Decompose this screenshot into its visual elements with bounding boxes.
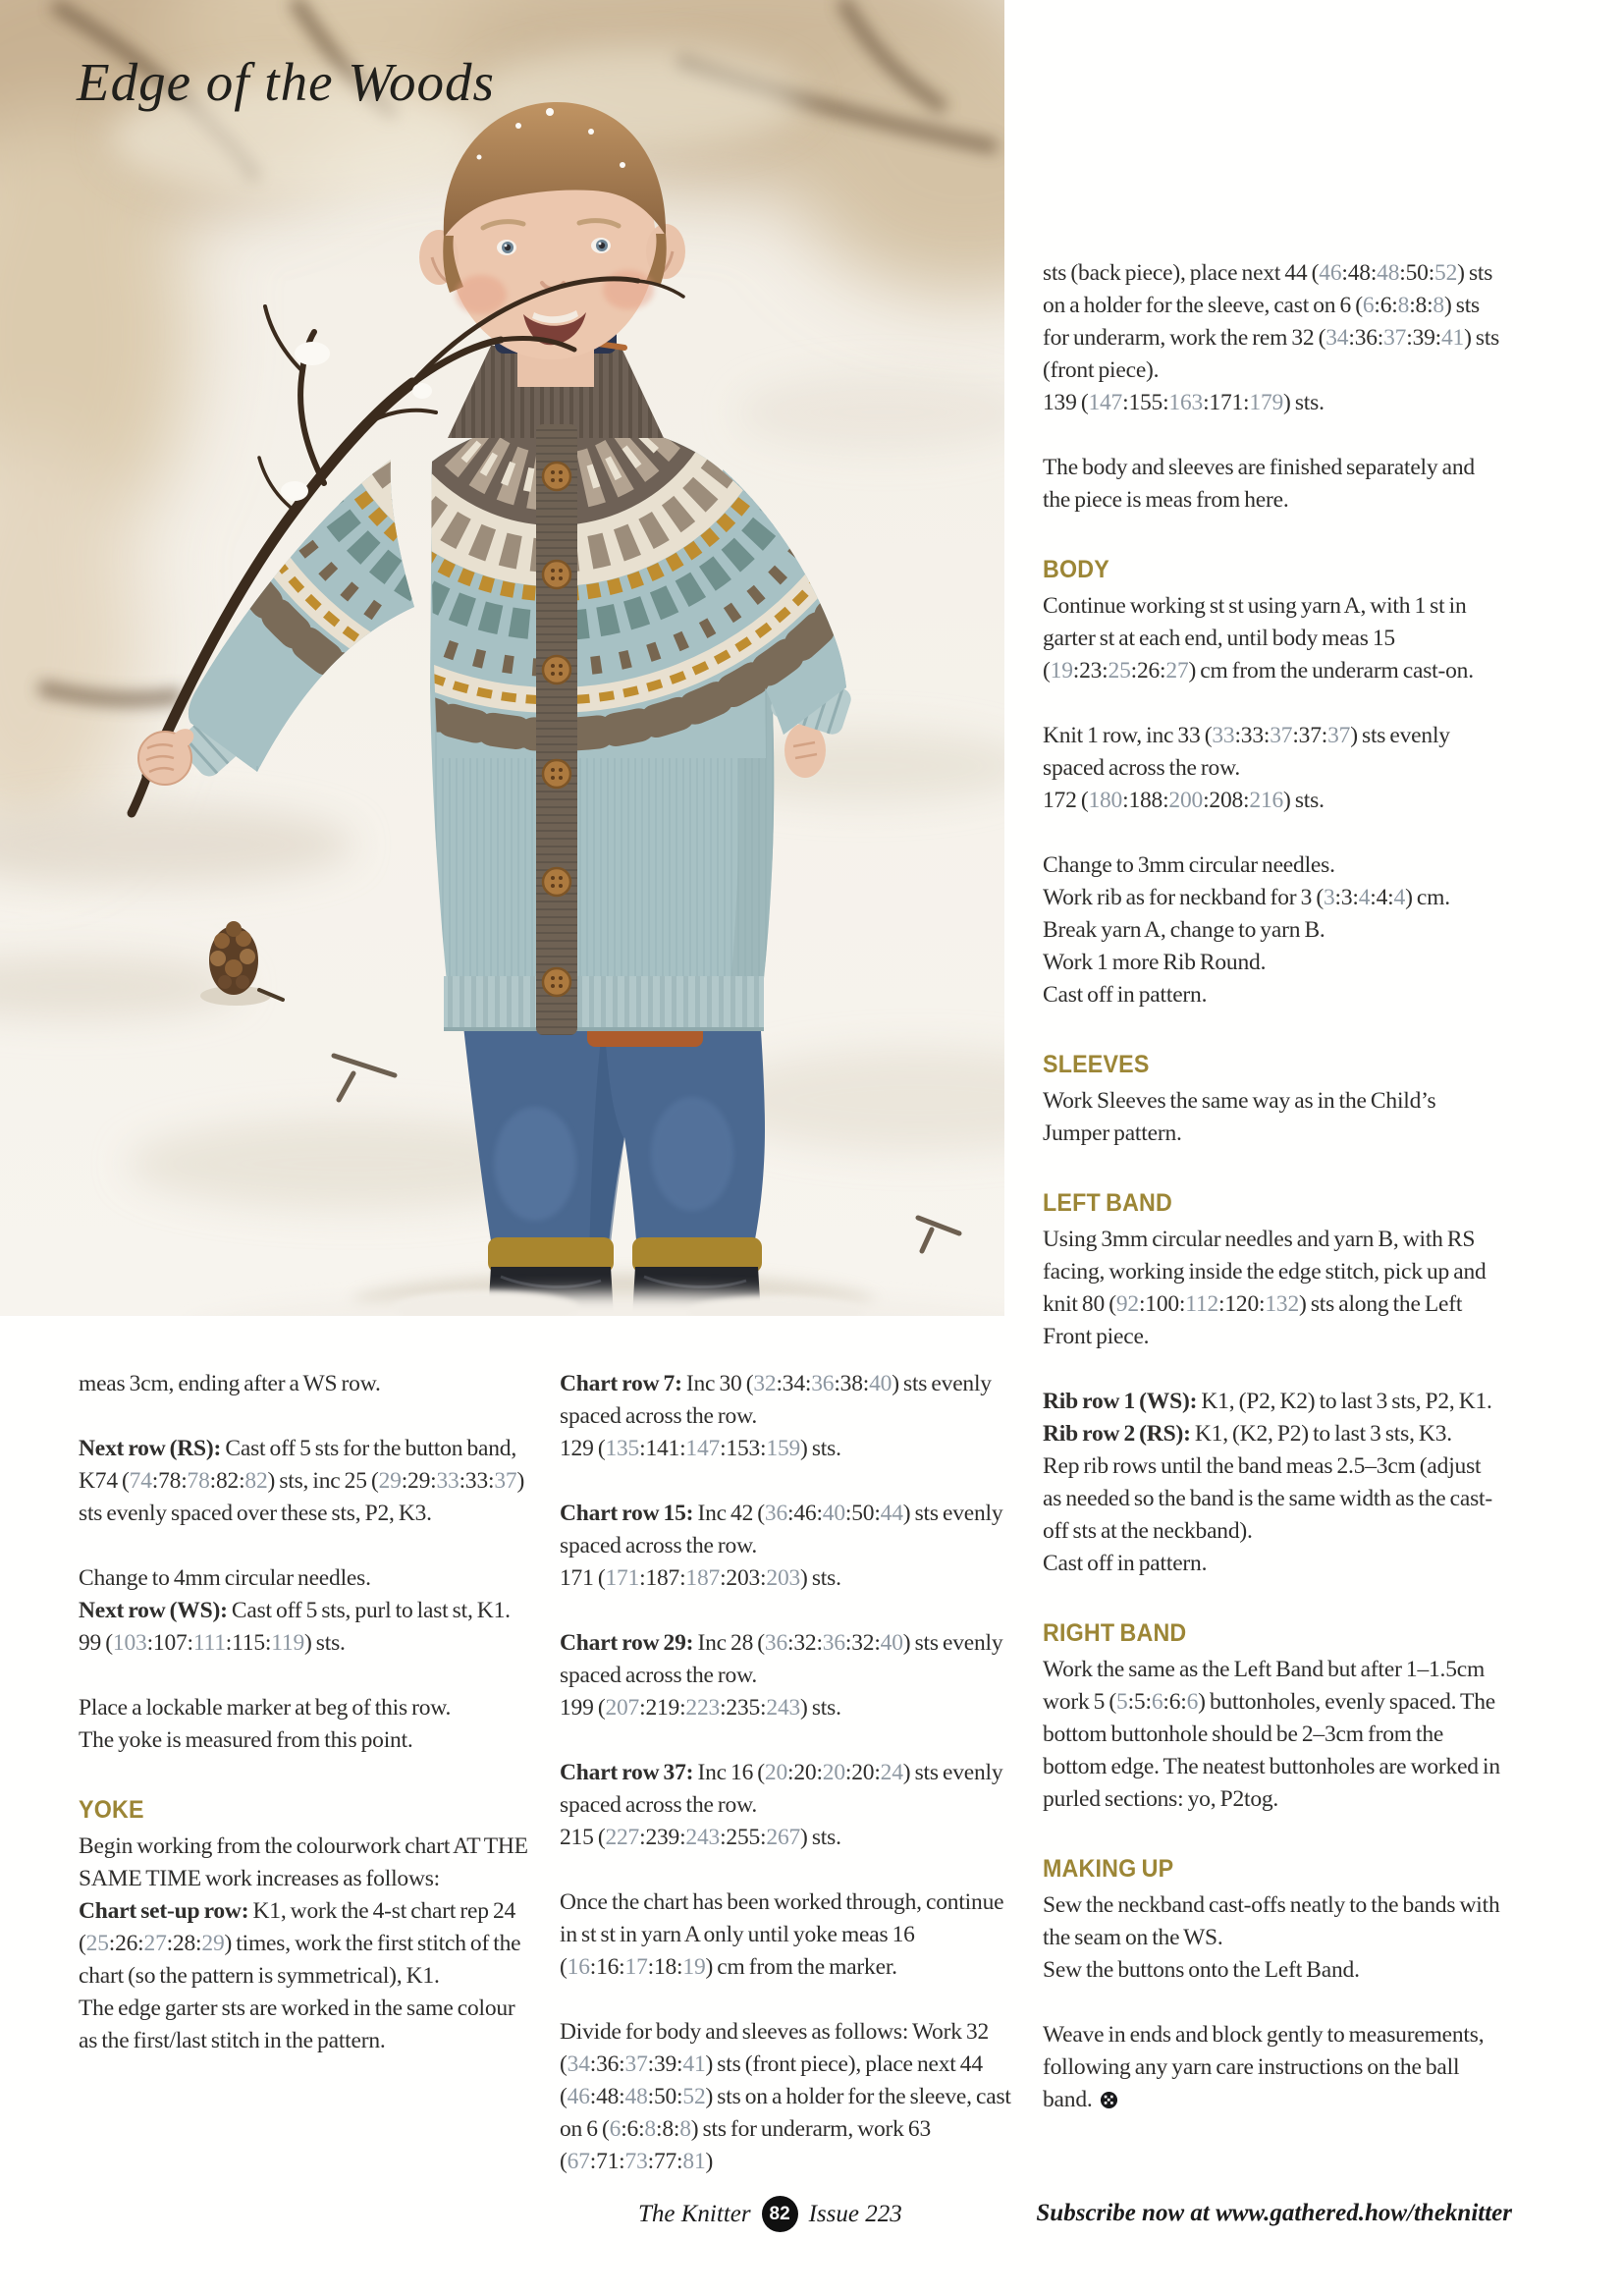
inline-bold-label: Next row (RS): bbox=[79, 1436, 226, 1461]
text-run: :188: bbox=[1122, 788, 1169, 813]
size-alt-number: 37 bbox=[1327, 723, 1351, 748]
inline-bold-label: Chart row 37: bbox=[560, 1760, 698, 1785]
size-alt-number: 103 bbox=[112, 1630, 147, 1656]
text-run: :29: bbox=[401, 1468, 437, 1494]
text-run: :39: bbox=[647, 2051, 683, 2077]
paragraph bbox=[560, 1886, 1019, 1984]
text-run: 129 ( bbox=[560, 1436, 606, 1461]
text-run: 171 ( bbox=[560, 1565, 606, 1591]
size-alt-number: 44 bbox=[880, 1501, 903, 1526]
text-run: :50: bbox=[647, 2084, 683, 2109]
text-run: :235: bbox=[720, 1695, 767, 1721]
magazine-name: The Knitter bbox=[638, 2200, 751, 2227]
size-alt-number: 111 bbox=[192, 1630, 226, 1656]
size-alt-number: 52 bbox=[682, 2084, 706, 2109]
size-alt-number: 159 bbox=[766, 1436, 801, 1461]
text-run: Knit 1 row, inc 33 ( bbox=[1043, 723, 1213, 748]
size-alt-number: 203 bbox=[766, 1565, 801, 1591]
text-run: The edge garter sts are worked in the same colour as the first/last stitch in the pattern. bbox=[79, 1995, 515, 2053]
paragraph bbox=[79, 1433, 532, 1530]
paragraph bbox=[1043, 257, 1502, 387]
text-run: ) sts along the Left Front piece. bbox=[1043, 1291, 1463, 1349]
text-run: Change to 3mm circular needles. bbox=[1043, 852, 1335, 878]
paragraph bbox=[560, 1562, 1019, 1595]
text-run: :32: bbox=[787, 1630, 823, 1656]
size-alt-number: 36 bbox=[764, 1630, 788, 1656]
issue-label: Issue 223 bbox=[808, 2200, 902, 2227]
text-run: Weave in ends and block gently to measurements, following any yarn care instructions on the ball band. bbox=[1043, 2022, 1485, 2112]
size-alt-number: 227 bbox=[605, 1825, 640, 1850]
size-alt-number: 119 bbox=[271, 1630, 304, 1656]
text-run: Work rib as for neckband for 3 ( bbox=[1043, 885, 1324, 910]
text-run: :71: bbox=[589, 2149, 625, 2174]
paragraph bbox=[560, 1627, 1019, 1692]
size-alt-number: 81 bbox=[682, 2149, 706, 2174]
size-alt-number: 34 bbox=[567, 2051, 590, 2077]
text-run: :36: bbox=[1348, 325, 1384, 351]
size-alt-number: 243 bbox=[685, 1825, 721, 1850]
size-alt-number: 37 bbox=[1270, 723, 1293, 748]
paragraph bbox=[1043, 1450, 1502, 1548]
size-alt-number: 33 bbox=[436, 1468, 460, 1494]
text-run: :219: bbox=[639, 1695, 686, 1721]
text-run: Using 3mm circular needles and yarn B, with RS facing, working inside the edge stitch, pick up and knit 80 ( bbox=[1043, 1227, 1487, 1317]
size-alt-number: 147 bbox=[1088, 390, 1123, 415]
text-run: K1, work the 4-st chart rep 24 ( bbox=[79, 1898, 516, 1956]
text-run: ) cm from the underarm cast-on. bbox=[1188, 658, 1474, 683]
size-alt-number: 27 bbox=[1165, 658, 1189, 683]
size-alt-number: 19 bbox=[682, 1954, 706, 1980]
size-alt-number: 37 bbox=[494, 1468, 517, 1494]
paragraph bbox=[560, 1368, 1019, 1433]
text-run: :23: bbox=[1072, 658, 1108, 683]
size-alt-number: 46 bbox=[567, 2084, 590, 2109]
size-alt-number: 74 bbox=[129, 1468, 152, 1494]
text-run: ) sts evenly spaced across the row. bbox=[560, 1760, 1003, 1818]
text-run: 199 ( bbox=[560, 1695, 606, 1721]
paragraph bbox=[560, 1433, 1019, 1465]
text-run: K1, (K2, P2) to last 3 sts, K3. bbox=[1194, 1421, 1452, 1447]
text-run: :3: bbox=[1334, 885, 1359, 910]
paragraph bbox=[1043, 387, 1502, 419]
text-run: :6: bbox=[1374, 293, 1398, 318]
size-alt-number: 8 bbox=[1433, 293, 1444, 318]
inline-bold-label: Next row (WS): bbox=[79, 1598, 232, 1623]
text-run: :100: bbox=[1138, 1291, 1186, 1317]
paragraph bbox=[79, 1368, 532, 1400]
text-run: ) sts on a holder for the sleeve, cast on 6 ( bbox=[560, 2084, 1011, 2142]
text-run: ) sts on a holder for the sleeve, cast on 6 ( bbox=[1043, 260, 1493, 318]
text-run: Change to 4mm circular needles. bbox=[79, 1565, 371, 1591]
text-run: ) cm from the marker. bbox=[705, 1954, 897, 1980]
text-run: ) sts, inc 25 ( bbox=[267, 1468, 379, 1494]
text-run: :8: bbox=[1409, 293, 1433, 318]
text-run: :34: bbox=[776, 1371, 812, 1396]
text-run: 215 ( bbox=[560, 1825, 606, 1850]
size-alt-number: 6 bbox=[1151, 1689, 1163, 1715]
size-alt-number: 25 bbox=[1108, 658, 1131, 683]
size-alt-number: 216 bbox=[1249, 788, 1284, 813]
text-run: ) sts evenly spaced across the row. bbox=[560, 1501, 1003, 1558]
text-run: :50: bbox=[1399, 260, 1435, 286]
text-run: The yoke is measured from this point. bbox=[79, 1727, 413, 1753]
paragraph bbox=[1043, 914, 1502, 947]
text-run: ) sts. bbox=[1283, 788, 1325, 813]
cardigan-hem bbox=[444, 976, 764, 1029]
paragraph bbox=[560, 1692, 1019, 1724]
size-alt-number: 171 bbox=[605, 1565, 640, 1591]
text-run: :36: bbox=[589, 2051, 625, 2077]
size-alt-number: 4 bbox=[1393, 885, 1406, 910]
inline-bold-label: Chart row 15: bbox=[560, 1501, 698, 1526]
text-run: :4: bbox=[1370, 885, 1394, 910]
paragraph bbox=[1043, 452, 1502, 517]
paragraph bbox=[1043, 947, 1502, 979]
size-alt-number: 37 bbox=[1383, 325, 1407, 351]
inline-bold-label: Chart set-up row: bbox=[79, 1898, 253, 1924]
text-run: :203: bbox=[720, 1565, 767, 1591]
hero-photo-illustration bbox=[0, 0, 1004, 1316]
text-run: :255: bbox=[720, 1825, 767, 1850]
section-heading: SLEEVES bbox=[1043, 1051, 1150, 1078]
text-run: ) sts (front piece). bbox=[1043, 325, 1500, 383]
size-alt-number: 8 bbox=[679, 2116, 691, 2142]
text-run: :78: bbox=[151, 1468, 188, 1494]
text-run: Rep rib rows until the band meas 2.5–3cm (adjust as needed so the band is the same width as the cast-off sts at the neckband). bbox=[1043, 1453, 1492, 1544]
text-run: :32: bbox=[844, 1630, 881, 1656]
text-run: :33: bbox=[459, 1468, 495, 1494]
text-run: Sew the neckband cast-offs neatly to the bands with the seam on the WS. bbox=[1043, 1892, 1500, 1950]
text-run: :6: bbox=[621, 2116, 645, 2142]
paragraph bbox=[1043, 2019, 1502, 2116]
inline-bold-label: Chart row 7: bbox=[560, 1371, 686, 1396]
text-run: :48: bbox=[589, 2084, 625, 2109]
text-run: :187: bbox=[639, 1565, 686, 1591]
text-run: 99 ( bbox=[79, 1630, 113, 1656]
text-run: :39: bbox=[1406, 325, 1441, 351]
text-run: ) sts evenly spaced across the row. bbox=[560, 1630, 1003, 1688]
text-run: :115: bbox=[225, 1630, 272, 1656]
text-run: K1, (P2, K2) to last 3 sts, P2, K1. bbox=[1201, 1389, 1492, 1414]
size-alt-number: 5 bbox=[1116, 1689, 1128, 1715]
text-run: :33: bbox=[1234, 723, 1271, 748]
section-heading: LEFT BAND bbox=[1043, 1189, 1173, 1217]
text-run: ) sts. bbox=[800, 1825, 841, 1850]
size-alt-number: 207 bbox=[605, 1695, 640, 1721]
text-run: :82: bbox=[209, 1468, 245, 1494]
size-alt-number: 37 bbox=[624, 2051, 648, 2077]
text-run: ) sts. bbox=[1283, 390, 1325, 415]
size-alt-number: 19 bbox=[1050, 658, 1073, 683]
end-of-pattern-icon bbox=[1097, 2084, 1118, 2116]
text-run: ) sts. bbox=[800, 1565, 841, 1591]
text-run: Cast off in pattern. bbox=[1043, 982, 1208, 1008]
size-alt-number: 73 bbox=[624, 2149, 648, 2174]
text-run: Cast off 5 sts for the button band, K74 ( bbox=[79, 1436, 517, 1494]
paragraph bbox=[79, 1831, 532, 1895]
text-run: :20: bbox=[844, 1760, 881, 1785]
article-title: Edge of the Woods bbox=[77, 52, 495, 112]
text-run: :107: bbox=[146, 1630, 193, 1656]
paragraph bbox=[1043, 590, 1502, 687]
text-run: ) sts for underarm, work the rem 32 ( bbox=[1043, 293, 1481, 351]
section-heading: YOKE bbox=[79, 1796, 144, 1824]
size-alt-number: 27 bbox=[143, 1931, 167, 1956]
size-alt-number: 179 bbox=[1249, 390, 1284, 415]
size-alt-number: 163 bbox=[1168, 390, 1204, 415]
paragraph bbox=[79, 1562, 532, 1595]
text-run: Divide for body and sleeves as follows: Work 32 ( bbox=[560, 2019, 990, 2077]
text-run: :5: bbox=[1127, 1689, 1152, 1715]
size-alt-number: 267 bbox=[766, 1825, 801, 1850]
inline-bold-label: Rib row 1 (WS): bbox=[1043, 1389, 1202, 1414]
size-alt-number: 48 bbox=[624, 2084, 648, 2109]
size-alt-number: 67 bbox=[567, 2149, 590, 2174]
size-alt-number: 46 bbox=[1319, 260, 1342, 286]
paragraph bbox=[1043, 1889, 1502, 1954]
paragraph bbox=[560, 2016, 1019, 2178]
text-run: ) sts for underarm, work 63 ( bbox=[560, 2116, 932, 2174]
size-alt-number: 16 bbox=[567, 1954, 590, 1980]
inline-bold-label: Rib row 2 (RS): bbox=[1043, 1421, 1195, 1447]
paragraph bbox=[1043, 1654, 1502, 1816]
size-alt-number: 4 bbox=[1358, 885, 1371, 910]
size-alt-number: 78 bbox=[187, 1468, 210, 1494]
size-alt-number: 135 bbox=[605, 1436, 640, 1461]
size-alt-number: 20 bbox=[764, 1760, 788, 1785]
text-run: :46: bbox=[787, 1501, 823, 1526]
pattern-column-middle bbox=[560, 1368, 1019, 2178]
size-alt-number: 29 bbox=[378, 1468, 402, 1494]
inline-bold-label: Chart row 29: bbox=[560, 1630, 698, 1656]
paragraph bbox=[79, 1595, 532, 1627]
section-heading: MAKING UP bbox=[1043, 1855, 1174, 1883]
paragraph bbox=[1043, 849, 1502, 882]
text-run: sts (back piece), place next 44 ( bbox=[1043, 260, 1320, 286]
text-run: ) bbox=[705, 2149, 714, 2174]
paragraph bbox=[1043, 1418, 1502, 1450]
paragraph bbox=[1043, 1224, 1502, 1353]
size-alt-number: 223 bbox=[685, 1695, 721, 1721]
text-run: Inc 16 ( bbox=[697, 1760, 765, 1785]
size-alt-number: 17 bbox=[624, 1954, 648, 1980]
paragraph bbox=[79, 1993, 532, 2057]
size-alt-number: 92 bbox=[1115, 1291, 1139, 1317]
pattern-column-right bbox=[1043, 257, 1502, 2116]
text-run: ) sts. bbox=[304, 1630, 346, 1656]
size-alt-number: 243 bbox=[766, 1695, 801, 1721]
text-run: :16: bbox=[589, 1954, 625, 1980]
text-run: Begin working from the colourwork chart AT THE SAME TIME work increases as follows: bbox=[79, 1833, 528, 1891]
hand-right bbox=[784, 723, 826, 778]
size-alt-number: 36 bbox=[822, 1630, 845, 1656]
size-alt-number: 40 bbox=[880, 1630, 903, 1656]
size-alt-number: 187 bbox=[685, 1565, 721, 1591]
text-run: :26: bbox=[1130, 658, 1166, 683]
hero-photo bbox=[0, 0, 1004, 1316]
text-run: ) sts. bbox=[800, 1436, 841, 1461]
size-alt-number: 180 bbox=[1088, 788, 1123, 813]
text-run: :37: bbox=[1292, 723, 1328, 748]
text-run: :50: bbox=[844, 1501, 881, 1526]
text-run: Work Sleeves the same way as in the Child’s Jumper pattern. bbox=[1043, 1088, 1436, 1146]
text-run: 139 ( bbox=[1043, 390, 1089, 415]
page-footer bbox=[0, 2196, 1622, 2243]
paragraph bbox=[79, 1627, 532, 1660]
paragraph bbox=[79, 1692, 532, 1724]
size-alt-number: 48 bbox=[1377, 260, 1400, 286]
text-run: Once the chart has been worked through, continue in st st in yarn A only until yoke meas 16 ( bbox=[560, 1889, 1004, 1980]
text-run: Place a lockable marker at beg of this row. bbox=[79, 1695, 452, 1721]
text-run: :38: bbox=[834, 1371, 870, 1396]
text-run: 172 ( bbox=[1043, 788, 1089, 813]
size-alt-number: 40 bbox=[822, 1501, 845, 1526]
paragraph bbox=[560, 1498, 1019, 1562]
size-alt-number: 34 bbox=[1325, 325, 1349, 351]
paragraph bbox=[560, 1822, 1019, 1854]
size-alt-number: 6 bbox=[1362, 293, 1375, 318]
size-alt-number: 8 bbox=[1397, 293, 1410, 318]
paragraph bbox=[1043, 1954, 1502, 1987]
footer-magazine-info bbox=[638, 2196, 902, 2232]
text-run: :48: bbox=[1341, 260, 1378, 286]
text-run: :26: bbox=[108, 1931, 144, 1956]
text-run: :8: bbox=[655, 2116, 680, 2142]
text-run: Sew the buttons onto the Left Band. bbox=[1043, 1957, 1360, 1983]
text-run: Inc 30 ( bbox=[685, 1371, 754, 1396]
text-run: :77: bbox=[647, 2149, 683, 2174]
text-run: Inc 42 ( bbox=[697, 1501, 765, 1526]
page-number-badge: 82 bbox=[762, 2196, 798, 2232]
text-run: Continue working st st using yarn A, with 1 st in garter st at each end, until body meas 15 ( bbox=[1043, 593, 1467, 683]
text-run: :141: bbox=[639, 1436, 686, 1461]
size-alt-number: 52 bbox=[1434, 260, 1458, 286]
text-run: :171: bbox=[1203, 390, 1250, 415]
size-alt-number: 112 bbox=[1185, 1291, 1219, 1317]
text-run: Work the same as the Left Band but after 1–1.5cm work 5 ( bbox=[1043, 1657, 1486, 1715]
size-alt-number: 25 bbox=[85, 1931, 109, 1956]
size-alt-number: 41 bbox=[682, 2051, 706, 2077]
size-alt-number: 41 bbox=[1441, 325, 1465, 351]
text-run: ) sts evenly spaced over these sts, P2, K3. bbox=[79, 1468, 525, 1526]
paragraph bbox=[79, 1724, 532, 1757]
text-run: ) sts evenly spaced across the row. bbox=[560, 1371, 992, 1429]
size-alt-number: 36 bbox=[764, 1501, 788, 1526]
button-band bbox=[536, 424, 577, 1035]
size-alt-number: 36 bbox=[811, 1371, 835, 1396]
paragraph bbox=[1043, 1548, 1502, 1580]
paragraph bbox=[1043, 720, 1502, 785]
text-run: ) sts evenly spaced across the row. bbox=[1043, 723, 1450, 781]
section-heading: BODY bbox=[1043, 556, 1109, 583]
text-run: ) sts (front piece), place next 44 ( bbox=[560, 2051, 983, 2109]
paragraph bbox=[1043, 1085, 1502, 1150]
size-alt-number: 132 bbox=[1265, 1291, 1300, 1317]
text-run: Break yarn A, change to yarn B. bbox=[1043, 917, 1325, 943]
text-run: Inc 28 ( bbox=[697, 1630, 765, 1656]
text-run: meas 3cm, ending after a WS row. bbox=[79, 1371, 381, 1396]
text-run: ) cm. bbox=[1405, 885, 1450, 910]
size-alt-number: 33 bbox=[1212, 723, 1235, 748]
size-alt-number: 6 bbox=[609, 2116, 622, 2142]
text-run: Cast off in pattern. bbox=[1043, 1551, 1208, 1576]
size-alt-number: 200 bbox=[1168, 788, 1204, 813]
size-alt-number: 32 bbox=[753, 1371, 777, 1396]
size-alt-number: 29 bbox=[201, 1931, 225, 1956]
size-alt-number: 82 bbox=[244, 1468, 268, 1494]
text-run: :239: bbox=[639, 1825, 686, 1850]
size-alt-number: 24 bbox=[880, 1760, 903, 1785]
text-run: :6: bbox=[1162, 1689, 1187, 1715]
paragraph bbox=[79, 1895, 532, 1993]
text-run: :208: bbox=[1203, 788, 1250, 813]
text-run: :18: bbox=[647, 1954, 683, 1980]
size-alt-number: 8 bbox=[644, 2116, 656, 2142]
text-run: :28: bbox=[166, 1931, 202, 1956]
size-alt-number: 6 bbox=[1186, 1689, 1199, 1715]
paragraph bbox=[1043, 882, 1502, 914]
pattern-column-left bbox=[79, 1368, 532, 2057]
text-run: ) sts. bbox=[800, 1695, 841, 1721]
text-run: :120: bbox=[1218, 1291, 1266, 1317]
text-run: The body and sleeves are finished separately and the piece is meas from here. bbox=[1043, 455, 1475, 513]
text-run: Work 1 more Rib Round. bbox=[1043, 950, 1267, 975]
text-run: ) times, work the first stitch of the chart (so the pattern is symmetrical), K1. bbox=[79, 1931, 521, 1989]
section-heading: RIGHT BAND bbox=[1043, 1619, 1187, 1647]
size-alt-number: 3 bbox=[1323, 885, 1335, 910]
subscribe-text: Subscribe now at www.gathered.how/theknitter bbox=[1036, 2200, 1512, 2226]
size-alt-number: 20 bbox=[822, 1760, 845, 1785]
text-run: :20: bbox=[787, 1760, 823, 1785]
paragraph bbox=[1043, 785, 1502, 817]
text-run: :153: bbox=[720, 1436, 767, 1461]
size-alt-number: 147 bbox=[685, 1436, 721, 1461]
paragraph bbox=[1043, 979, 1502, 1011]
paragraph bbox=[560, 1757, 1019, 1822]
paragraph bbox=[1043, 1386, 1502, 1418]
text-run: ) buttonholes, evenly spaced. The bottom buttonhole should be 2–3cm from the bottom edge. The neatest buttonholes are worked in purled sections: yo, P2tog. bbox=[1043, 1689, 1500, 1812]
size-alt-number: 40 bbox=[869, 1371, 892, 1396]
text-run: Cast off 5 sts, purl to last st, K1. bbox=[231, 1598, 511, 1623]
text-run: :155: bbox=[1122, 390, 1169, 415]
